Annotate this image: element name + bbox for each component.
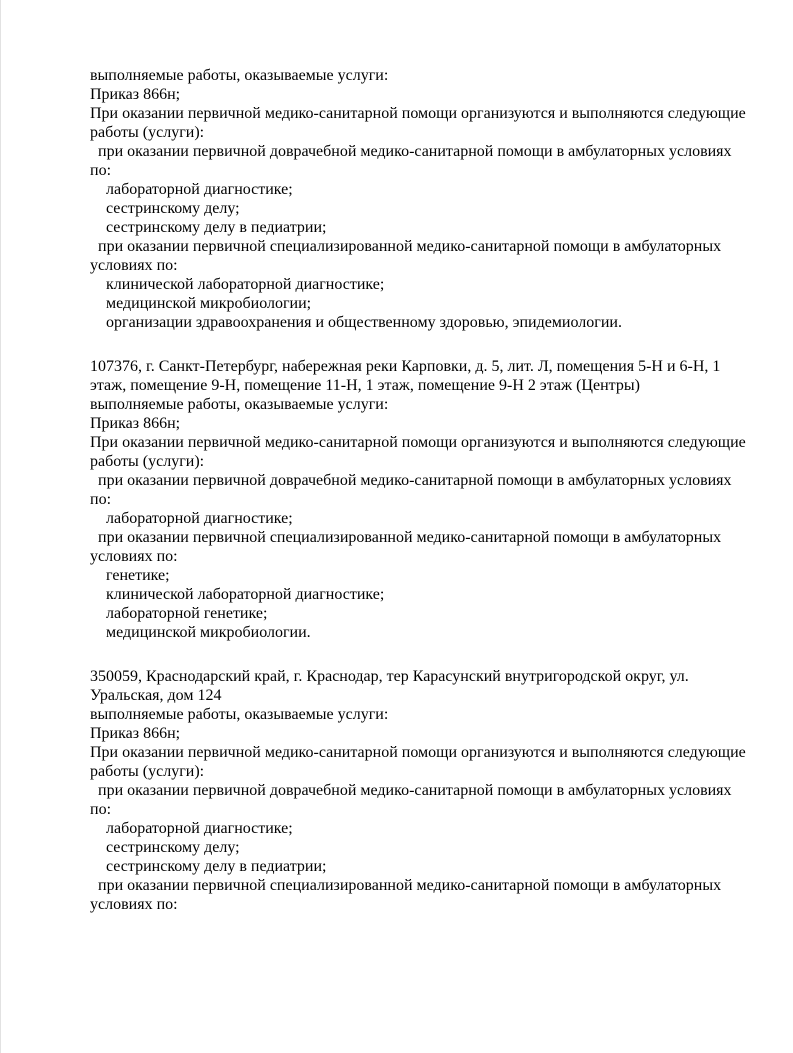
text-line: условиях по: bbox=[90, 896, 178, 913]
text-line: при оказании первичной доврачебной медико-санитарной помощи в амбулаторных условиях bbox=[90, 143, 732, 160]
services-block-1 bbox=[90, 66, 746, 332]
text-line: по: bbox=[90, 491, 112, 508]
address-block-krasnodar bbox=[90, 667, 746, 914]
text-line: При оказании первичной медико-санитарной помощи организуются и выполняются следующие bbox=[90, 744, 746, 761]
text-line: медицинской микробиологии. bbox=[90, 624, 311, 641]
text-line: Приказ 866н; bbox=[90, 86, 181, 103]
text-line: работы (услуги): bbox=[90, 124, 205, 141]
text-line: работы (услуги): bbox=[90, 453, 205, 470]
text-line: 107376, г. Санкт-Петербург, набережная реки Карповки, д. 5, лит. Л, помещения 5-Н и 6-Н, 1 bbox=[90, 358, 721, 375]
text-line: 350059, Краснодарский край, г. Краснодар, тер Карасунский внутригородской округ, ул. bbox=[90, 668, 689, 685]
document-text bbox=[90, 66, 746, 914]
text-line: условиях по: bbox=[90, 548, 178, 565]
text-line: сестринскому делу; bbox=[90, 200, 240, 217]
document-page bbox=[1, 0, 793, 1053]
text-line: выполняемые работы, оказываемые услуги: bbox=[90, 67, 389, 84]
text-line: этаж, помещение 9-Н, помещение 11-Н, 1 этаж, помещение 9-Н 2 этаж (Центры) bbox=[90, 377, 640, 394]
text-line: Приказ 866н; bbox=[90, 725, 181, 742]
text-line: Приказ 866н; bbox=[90, 415, 181, 432]
text-line: клинической лабораторной диагностике; bbox=[90, 586, 385, 603]
text-line: сестринскому делу; bbox=[90, 839, 240, 856]
text-line: медицинской микробиологии; bbox=[90, 295, 312, 312]
text-line: работы (услуги): bbox=[90, 763, 205, 780]
text-line: выполняемые работы, оказываемые услуги: bbox=[90, 706, 389, 723]
text-line: Уральская, дом 124 bbox=[90, 687, 222, 704]
text-line: сестринскому делу в педиатрии; bbox=[90, 858, 327, 875]
text-line: клинической лабораторной диагностике; bbox=[90, 276, 385, 293]
text-line: выполняемые работы, оказываемые услуги: bbox=[90, 396, 389, 413]
text-line: сестринскому делу в педиатрии; bbox=[90, 219, 327, 236]
text-line: при оказании первичной доврачебной медико-санитарной помощи в амбулаторных условиях bbox=[90, 782, 732, 799]
text-line: генетике; bbox=[90, 567, 170, 584]
text-line: по: bbox=[90, 162, 112, 179]
text-line: при оказании первичной специализированной медико-санитарной помощи в амбулаторных bbox=[90, 877, 722, 894]
text-line: лабораторной диагностике; bbox=[90, 181, 293, 198]
text-line: при оказании первичной специализированной медико-санитарной помощи в амбулаторных bbox=[90, 529, 722, 546]
text-line: при оказании первичной доврачебной медико-санитарной помощи в амбулаторных условиях bbox=[90, 472, 732, 489]
address-block-saint-petersburg bbox=[90, 357, 746, 642]
text-line: по: bbox=[90, 801, 112, 818]
text-line: лабораторной генетике; bbox=[90, 605, 268, 622]
text-line: организации здравоохранения и общественному здоровью, эпидемиологии. bbox=[90, 314, 622, 331]
text-line: При оказании первичной медико-санитарной помощи организуются и выполняются следующие bbox=[90, 434, 746, 451]
text-line: лабораторной диагностике; bbox=[90, 820, 293, 837]
text-line: При оказании первичной медико-санитарной помощи организуются и выполняются следующие bbox=[90, 105, 746, 122]
text-line: условиях по: bbox=[90, 257, 178, 274]
text-line: при оказании первичной специализированной медико-санитарной помощи в амбулаторных bbox=[90, 238, 722, 255]
text-line: лабораторной диагностике; bbox=[90, 510, 293, 527]
